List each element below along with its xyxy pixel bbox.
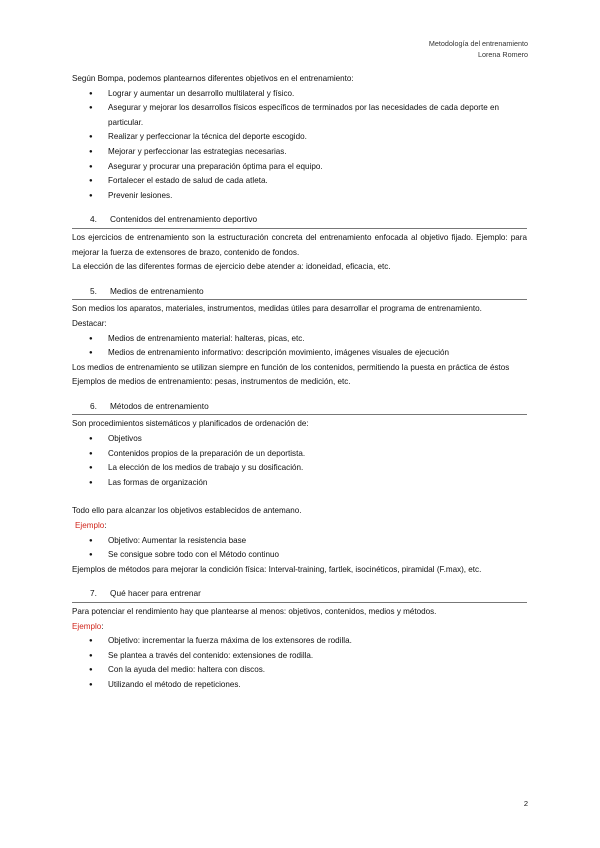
list-item: ● Lograr y aumentar un desarrollo multilateral y físico.: [72, 87, 527, 102]
section-heading-7: [72, 586, 527, 603]
list-item: ● Las formas de organización: [72, 476, 527, 491]
paragraph: Ejemplos de métodos para mejorar la condición física: Interval-training, fartlek, isocinéticos, piramidal (F.max), etc.: [72, 564, 482, 574]
section-number: 5.: [90, 285, 97, 296]
list-item: ● Objetivo: Aumentar la resistencia base: [72, 534, 527, 549]
list-item: ● Medios de entrenamiento informativo: descripción movimiento, imágenes visuales de ejecución: [72, 346, 527, 361]
paragraph: Ejemplos de medios de entrenamiento: pesas, instrumentos de medición, etc.: [72, 377, 351, 387]
example-label: [72, 519, 527, 534]
list-item: ● Se consigue sobre todo con el Método continuo: [72, 548, 527, 563]
list-item: ● Contenidos propios de la preparación de un deportista.: [72, 447, 527, 462]
intro-paragraph: Según Bompa, podemos plantearnos diferentes objetivos en el entrenamiento:: [72, 74, 354, 83]
paragraph: Son medios los aparatos, materiales, instrumentos, medidas útiles para desarrollar el programa de entrenamiento.: [72, 304, 482, 314]
list-item: ● Se plantea a través del contenido: extensiones de rodilla.: [72, 649, 527, 664]
section-heading-5: [72, 284, 527, 301]
list-item: ● Utilizando el método de repeticiones.: [72, 678, 527, 693]
example-list: [72, 634, 527, 692]
example-colon: :: [104, 521, 107, 531]
section-title: Medios de entrenamiento: [110, 285, 204, 296]
section-title: Qué hacer para entrenar: [110, 588, 201, 599]
paragraph: Son procedimientos sistemáticos y planificados de ordenación de:: [72, 419, 309, 429]
list-item: ● Asegurar y mejorar los desarrollos físicos específicos de terminados por las necesidades de cada deporte en particular.: [72, 101, 527, 130]
list-item: ● La elección de los medios de trabajo y su dosificación.: [72, 461, 527, 476]
section-number: 6.: [90, 400, 97, 411]
paragraph: Todo ello para alcanzar los objetivos establecidos de antemano.: [72, 506, 302, 516]
objectives-list: [72, 87, 527, 204]
paragraph: Los medios de entrenamiento se utilizan siempre en función de los contenidos, permitiendo la puesta en práctica de éstos: [72, 362, 510, 372]
list-item: ● Fortalecer el estado de salud de cada atleta.: [72, 174, 527, 189]
section-heading-4: [72, 212, 527, 229]
destacar-label: Destacar:: [72, 318, 107, 328]
running-header: [429, 38, 528, 60]
example-colon: :: [101, 621, 104, 631]
header-doc-title: Metodología del entrenamiento: [428, 39, 528, 48]
section-title: Contenidos del entrenamiento deportivo: [110, 214, 258, 225]
list-item: ● Objetivo: incrementar la fuerza máxima de los extensores de rodilla.: [72, 634, 527, 649]
paragraph: Para potenciar el rendimiento hay que plantearse al menos: objetivos, contenidos, medios y métodos.: [72, 607, 437, 616]
example-word: Ejemplo: [75, 521, 105, 531]
list-item: ● Realizar y perfeccionar la técnica del deporte escogido.: [72, 130, 527, 145]
list-item: ● Objetivos: [72, 432, 527, 447]
example-word: Ejemplo: [72, 621, 102, 631]
paragraph: La elección de las diferentes formas de ejercicio debe atender a: idoneidad, eficacia, etc.: [72, 262, 391, 272]
section-heading-6: [72, 399, 527, 416]
list-item: ● Mejorar y perfeccionar las estrategias necesarias.: [72, 145, 527, 160]
list-item: ● Con la ayuda del medio: haltera con discos.: [72, 663, 527, 678]
page-number: 2: [523, 799, 528, 808]
header-author: Lorena Romero: [478, 50, 528, 59]
medios-list: [72, 332, 527, 361]
page-body: [72, 72, 527, 693]
list-item: ● Prevenir lesiones.: [72, 189, 527, 204]
section-number: 4.: [90, 214, 97, 225]
section-title: Métodos de entrenamiento: [110, 400, 209, 411]
section-number: 7.: [90, 588, 97, 599]
list-item: ● Asegurar y procurar una preparación óptima para el equipo.: [72, 160, 527, 175]
metodos-list: [72, 432, 527, 490]
list-item: ● Medios de entrenamiento material: halteras, picas, etc.: [72, 332, 527, 347]
example-label: [72, 620, 527, 635]
paragraph: Los ejercicios de entrenamiento son la estructuración concreta del entrenamiento enfocada al objetivo fijado. Ejemplo: para mejorar la fuerza de extensores de brazo, contenido de fondos.: [72, 232, 527, 257]
example-list: [72, 534, 527, 563]
